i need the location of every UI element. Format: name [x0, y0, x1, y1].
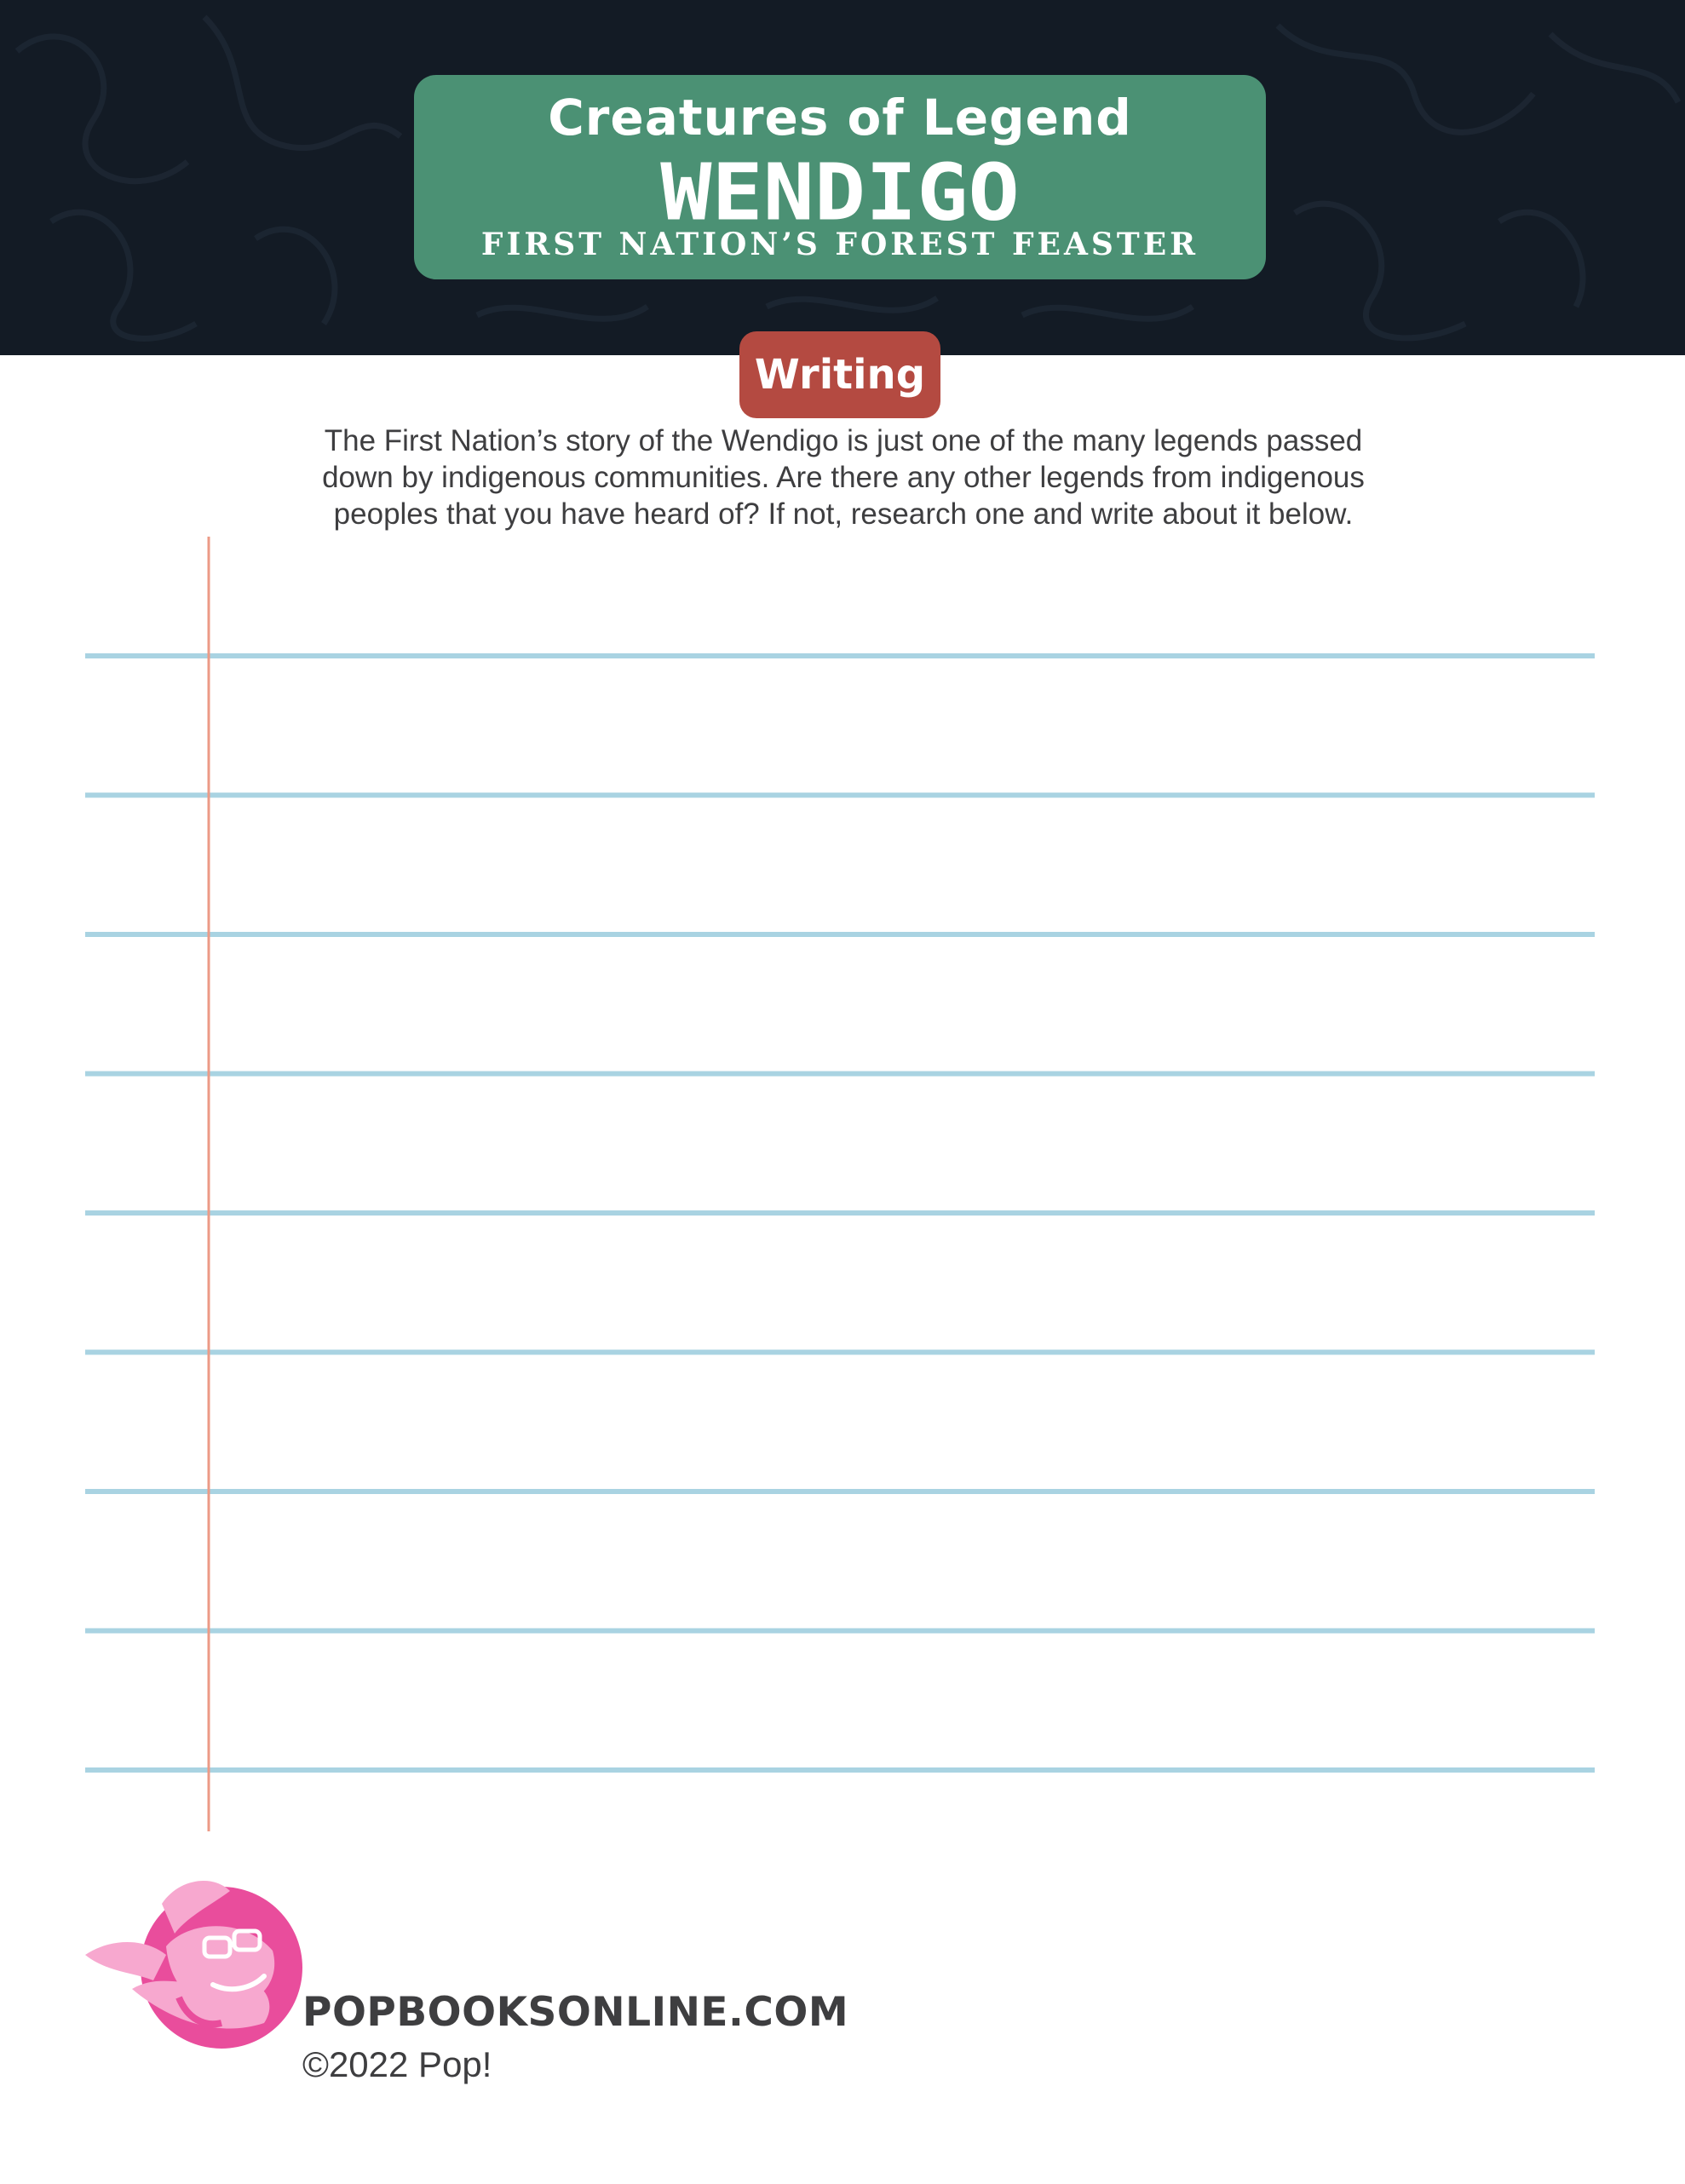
pop-logo [85, 1870, 307, 2057]
prompt-line: peoples that you have heard of? If not, research one and write about it below. [333, 497, 1354, 531]
header-banner [0, 0, 1685, 355]
title-card [414, 75, 1266, 279]
creature-subtitle: FIRST NATION’S FOREST FEASTER [480, 227, 1199, 262]
copyright-text: ©2022 Pop! [302, 2044, 492, 2084]
writing-prompt [256, 422, 1431, 532]
creature-name: WENDIGO [660, 146, 1020, 239]
ruled-lines [85, 656, 1595, 1770]
section-badge-writing: Writing [739, 331, 940, 418]
website-link[interactable]: POPBOOKSONLINE.COM [302, 1989, 849, 2036]
series-title: Creatures of Legend [548, 89, 1132, 147]
prompt-line: The First Nation’s story of the Wendigo is just one of the many legends passed [324, 424, 1363, 457]
prompt-line: down by indigenous communities. Are there any other legends from indigenous [322, 461, 1365, 494]
writing-area[interactable] [0, 528, 1685, 1840]
